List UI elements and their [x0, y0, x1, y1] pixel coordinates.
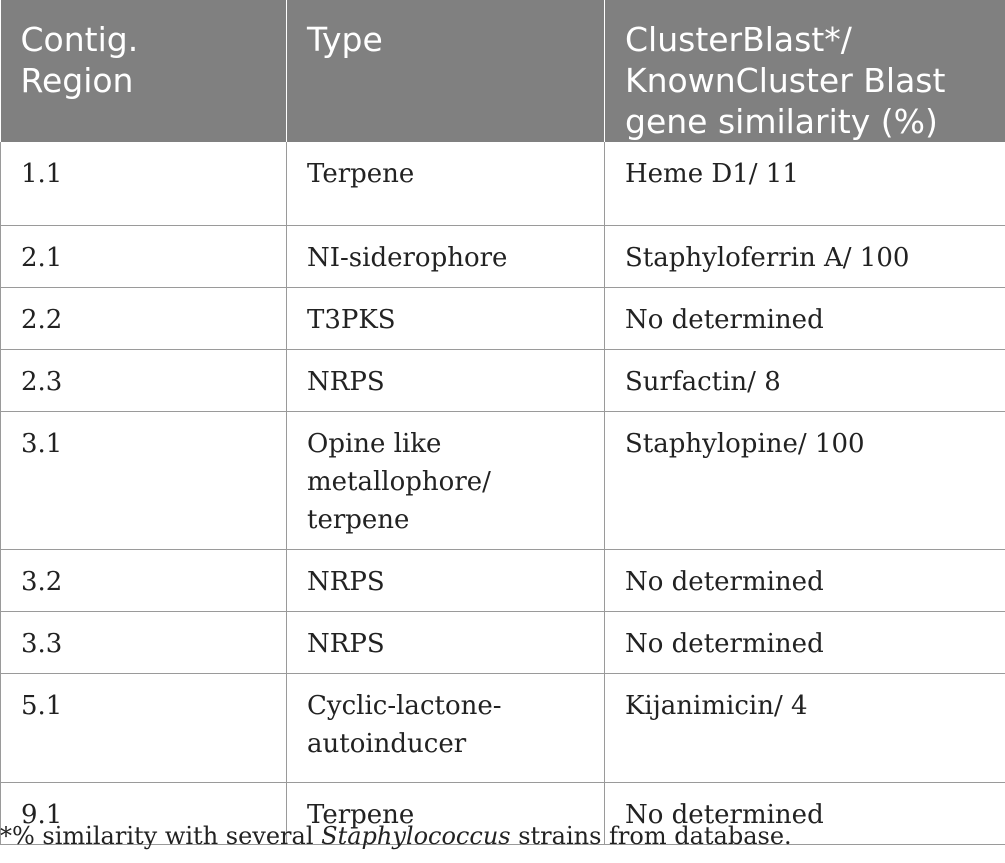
header-line: Region	[20, 61, 134, 100]
cell-region: 3.2	[1, 549, 287, 611]
footnote-prefix: *% similarity with several	[0, 822, 322, 850]
header-contig-region	[1, 0, 287, 142]
header-line: KnownCluster Blast	[625, 61, 946, 100]
cell-type	[287, 349, 605, 411]
cell-similarity: Surfactin/ 8	[605, 349, 1005, 411]
cell-type-line: NRPS	[307, 628, 385, 659]
cell-similarity: No determined	[605, 782, 1005, 844]
cell-similarity: Kijanimicin/ 4	[605, 673, 1005, 782]
cell-region: 1.1	[1, 142, 287, 225]
table-footnote	[0, 822, 792, 850]
cell-region: 2.1	[1, 225, 287, 287]
header-line: gene similarity (%)	[625, 102, 938, 141]
cell-type-line: Cyclic-lactone-	[307, 690, 502, 721]
cell-region: 9.1	[1, 782, 287, 844]
cell-region: 5.1	[1, 673, 287, 782]
cell-type	[287, 673, 605, 782]
cell-type-line: NRPS	[307, 566, 385, 597]
table-row	[1, 142, 1005, 225]
cell-type-line: T3PKS	[307, 304, 396, 335]
cell-type	[287, 411, 605, 549]
header-line: Type	[307, 20, 383, 59]
cell-type-line: Terpene	[307, 799, 415, 830]
cell-type-line: autoinducer	[307, 728, 467, 759]
footnote-genus: Staphylococcus	[321, 822, 511, 850]
cell-region: 2.2	[1, 287, 287, 349]
cell-type-line: NRPS	[307, 366, 385, 397]
table-row	[1, 225, 1005, 287]
cell-type	[287, 611, 605, 673]
cell-region: 3.1	[1, 411, 287, 549]
cell-similarity: No determined	[605, 549, 1005, 611]
cell-type	[287, 549, 605, 611]
table-row	[1, 673, 1005, 782]
table-row	[1, 611, 1005, 673]
cell-similarity: No determined	[605, 287, 1005, 349]
cell-type	[287, 287, 605, 349]
cell-type-line: NI-siderophore	[307, 242, 508, 273]
cell-similarity: Staphylopine/ 100	[605, 411, 1005, 549]
header-type	[287, 0, 605, 142]
header-similarity	[605, 0, 1005, 142]
cell-type-line: Terpene	[307, 159, 415, 189]
cell-similarity: Staphyloferrin A/ 100	[605, 225, 1005, 287]
cell-region: 3.3	[1, 611, 287, 673]
header-line: Contig.	[20, 20, 139, 59]
cell-similarity: Heme D1/ 11	[605, 142, 1005, 225]
cell-type-line: metallophore/ terpene	[307, 466, 491, 535]
table-row	[1, 287, 1005, 349]
cell-type	[287, 142, 605, 225]
cell-type-line: Opine like	[307, 428, 442, 459]
table-row	[1, 411, 1005, 549]
footnote-suffix: strains from database.	[510, 822, 792, 850]
header-line: ClusterBlast*/	[625, 20, 852, 59]
table-row	[1, 349, 1005, 411]
cell-similarity: No determined	[605, 611, 1005, 673]
table-header-row	[1, 0, 1005, 142]
table-row	[1, 549, 1005, 611]
cell-type	[287, 225, 605, 287]
cell-region: 2.3	[1, 349, 287, 411]
